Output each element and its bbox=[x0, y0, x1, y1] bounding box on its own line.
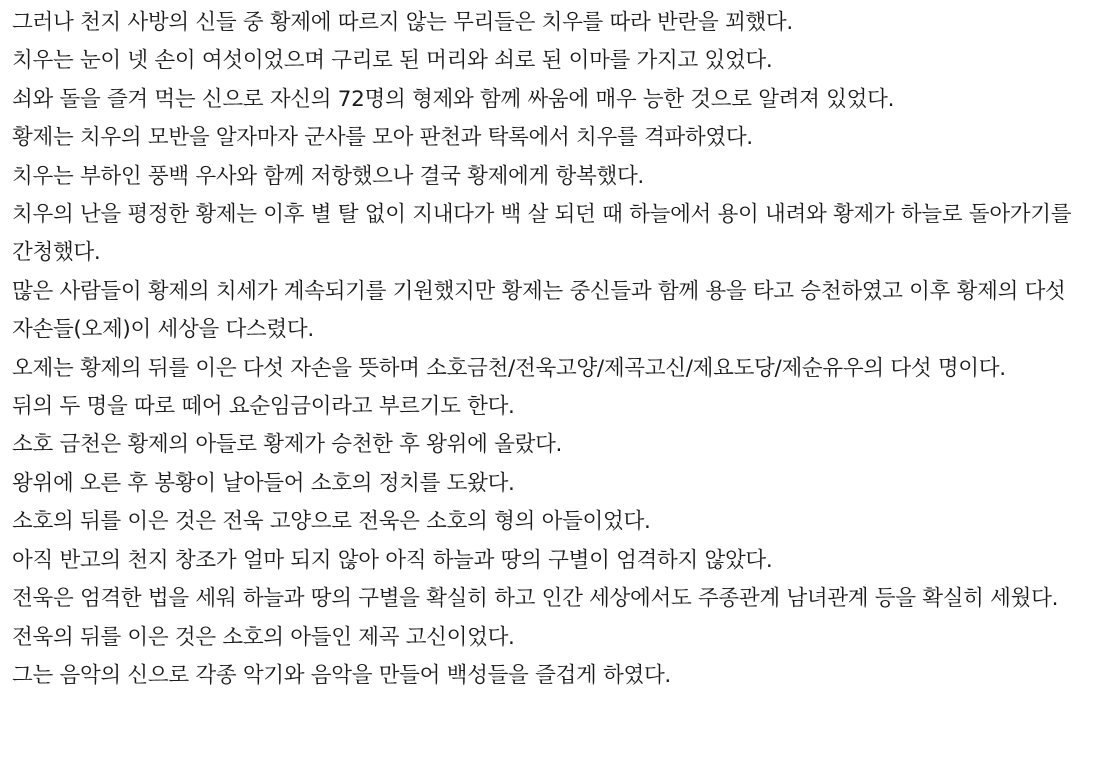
paragraph: 전욱은 엄격한 법을 세워 하늘과 땅의 구별을 확실히 하고 인간 세상에서도 주종관계 남녀관계 등을 확실히 세웠다. bbox=[12, 586, 1059, 612]
paragraph: 아직 반고의 천지 창조가 얼마 되지 않아 아직 하늘과 땅의 구별이 엄격하지 않았다. bbox=[12, 547, 773, 573]
document-body bbox=[12, 4, 1084, 695]
paragraph: 치우는 부하인 풍백 우사와 함께 저항했으나 결국 황제에게 항복했다. bbox=[12, 163, 644, 189]
paragraph: 소호 금천은 황제의 아들로 황제가 승천한 후 왕위에 올랐다. bbox=[12, 432, 563, 458]
paragraph: 치우는 눈이 넷 손이 여섯이었으며 구리로 된 머리와 쇠로 된 이마를 가지고 있었다. bbox=[12, 48, 773, 74]
paragraph: 그는 음악의 신으로 각종 악기와 음악을 만들어 백성들을 즐겁게 하였다. bbox=[12, 662, 671, 688]
paragraph: 뒤의 두 명을 따로 떼어 요순임금이라고 부르기도 한다. bbox=[12, 394, 515, 420]
paragraph: 쇠와 돌을 즐겨 먹는 신으로 자신의 72명의 형제와 함께 싸움에 매우 능한 것으로 알려져 있었다. bbox=[12, 86, 895, 112]
paragraph: 황제는 치우의 모반을 알자마자 군사를 모아 판천과 탁록에서 치우를 격파하였다. bbox=[12, 125, 753, 151]
paragraph: 소호의 뒤를 이은 것은 전욱 고양으로 전욱은 소호의 형의 아들이었다. bbox=[12, 509, 651, 535]
paragraph: 왕위에 오른 후 봉황이 날아들어 소호의 정치를 도왔다. bbox=[12, 470, 515, 496]
paragraph: 오제는 황제의 뒤를 이은 다섯 자손을 뜻하며 소호금천/전욱고양/제곡고신/제요도당/제순유우의 다섯 명이다. bbox=[12, 355, 1006, 381]
paragraph: 치우의 난을 평정한 황제는 이후 별 탈 없이 지내다가 백 살 되던 때 하늘에서 용이 내려와 황제가 하늘로 돌아가기를 간청했다. bbox=[12, 202, 1072, 266]
paragraph: 그러나 천지 사방의 신들 중 황제에 따르지 않는 무리들은 치우를 따라 반란을 꾀했다. bbox=[12, 10, 793, 35]
paragraph: 전욱의 뒤를 이은 것은 소호의 아들인 제곡 고신이었다. bbox=[12, 624, 515, 650]
paragraph: 많은 사람들이 황제의 치세가 계속되기를 기원했지만 황제는 중신들과 함께 용을 타고 승천하였고 이후 황제의 다섯 자손들(오제)이 세상을 다스렸다. bbox=[12, 278, 1066, 343]
